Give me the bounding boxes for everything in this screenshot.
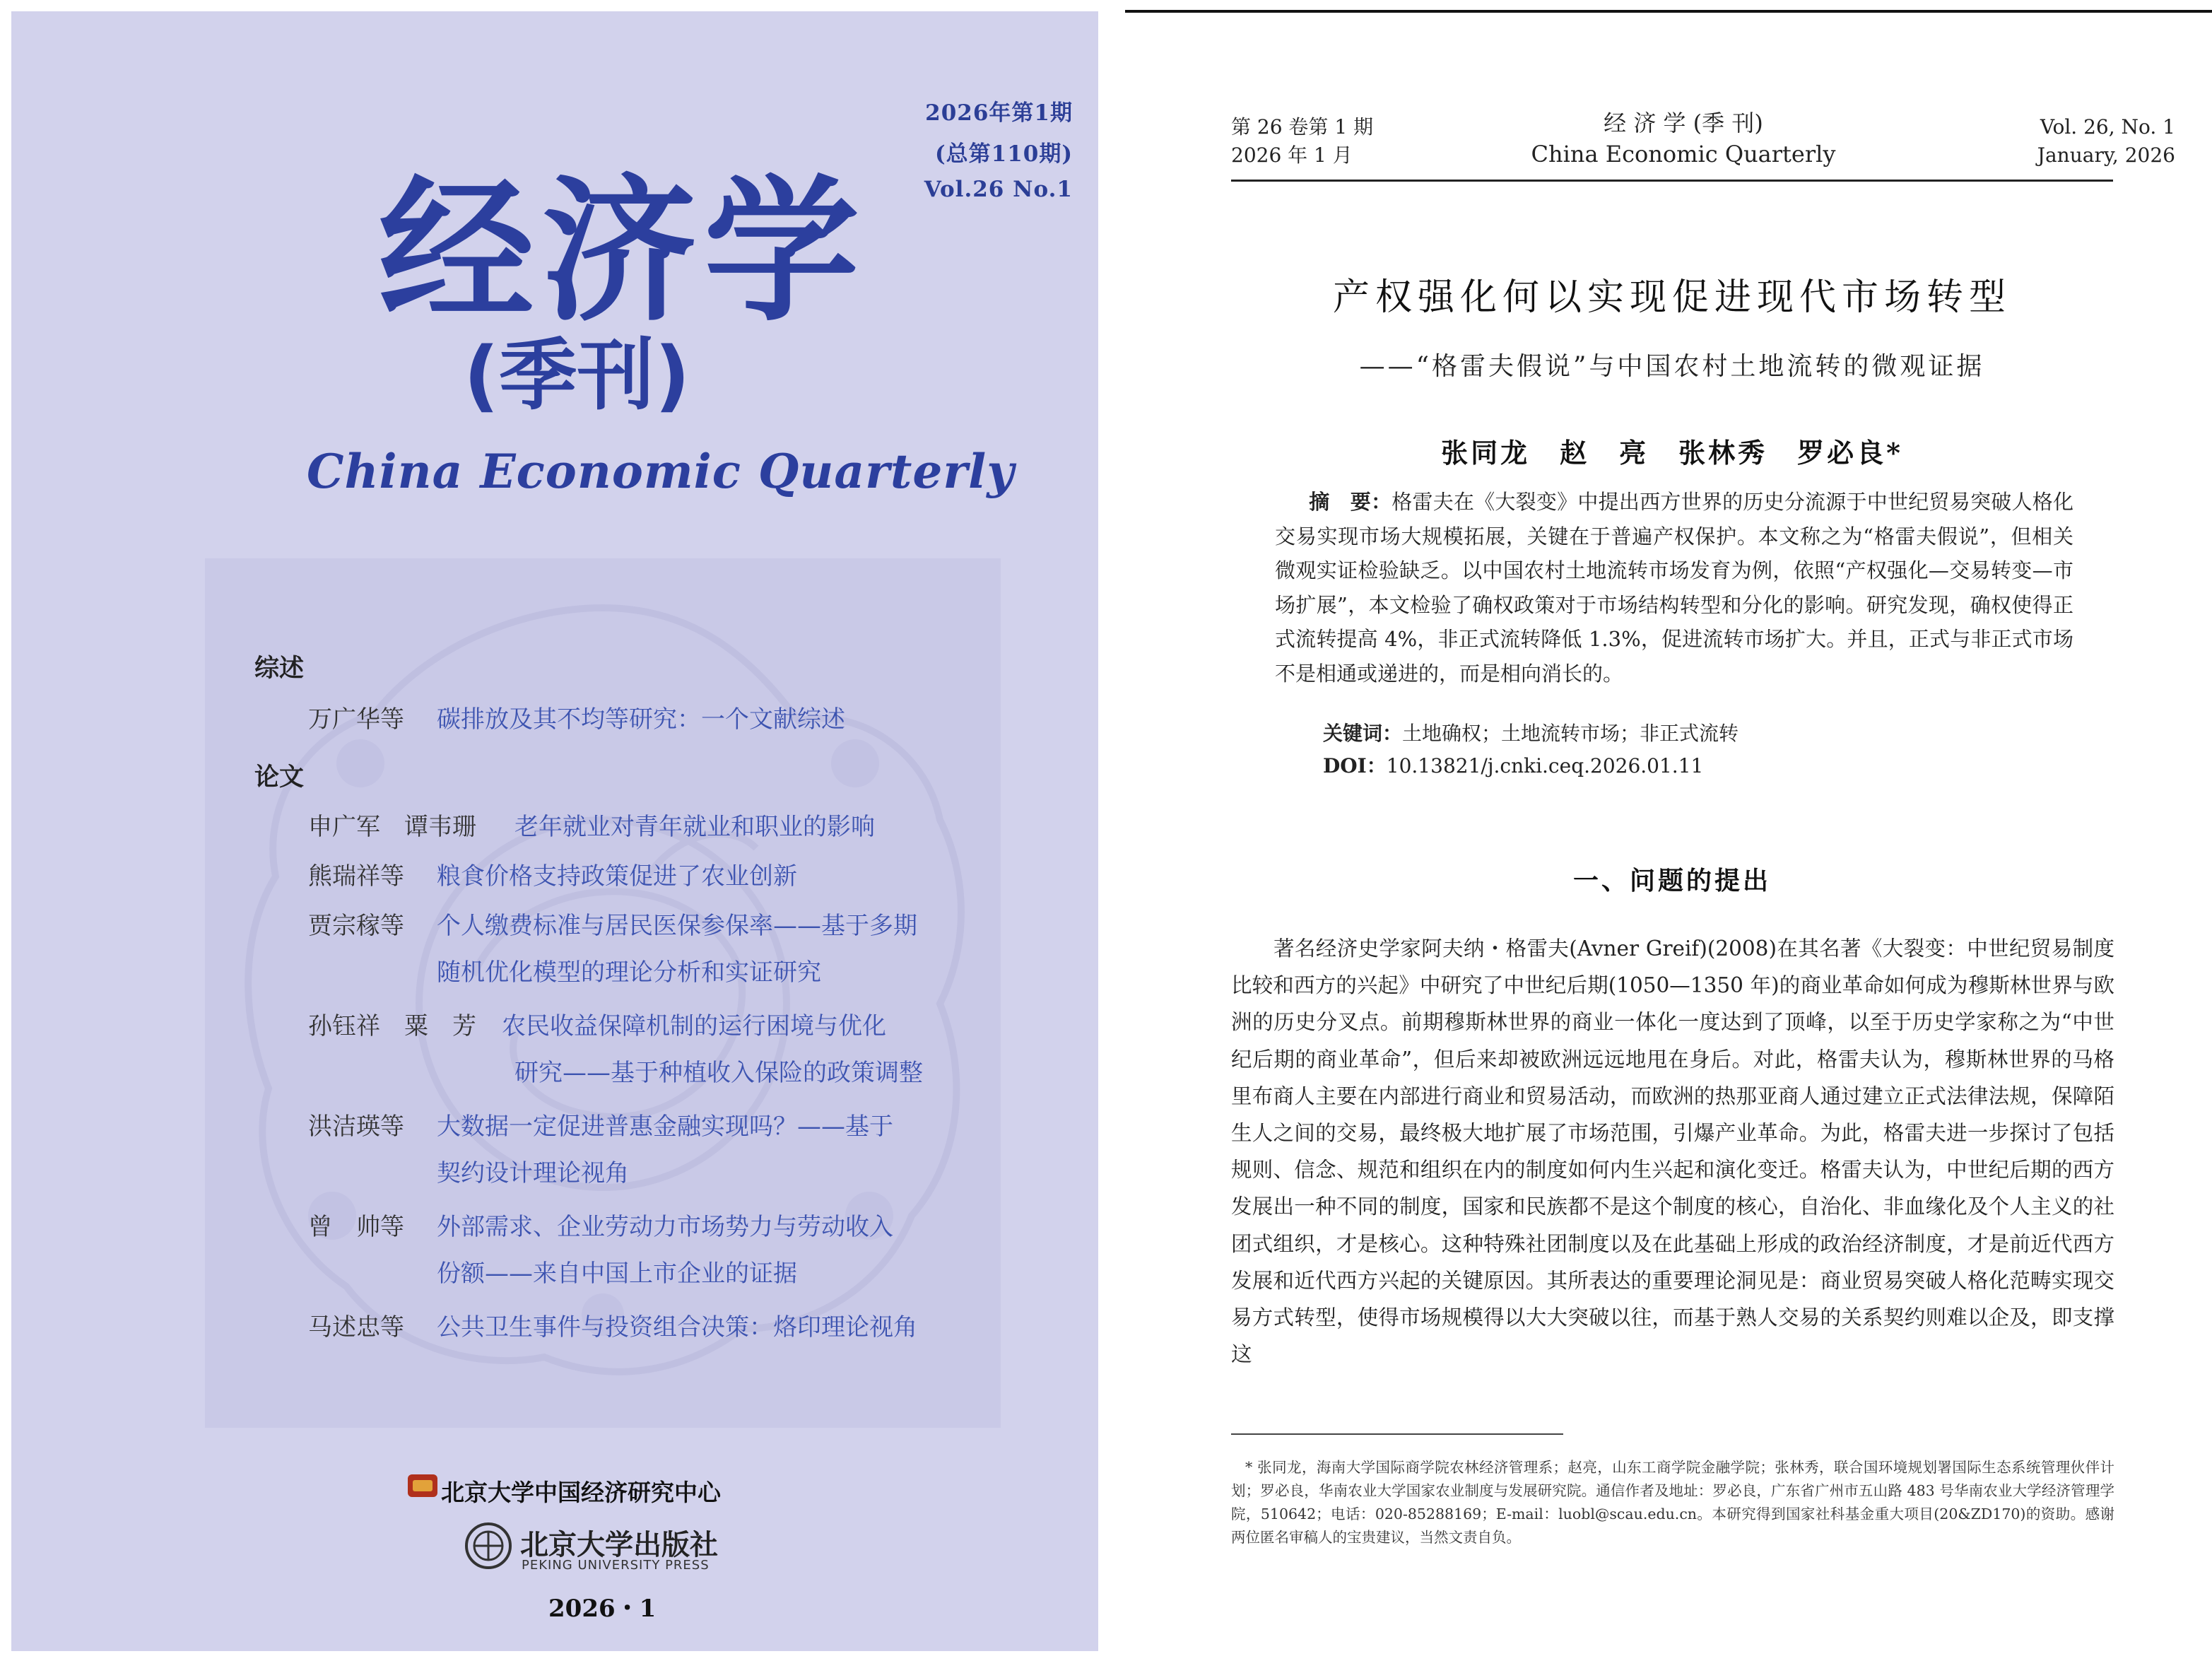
article-subtitle: ——“格雷夫假说”与中国农村土地流转的微观证据	[1359, 352, 1985, 381]
cover-issue-year: 2026年第1期	[925, 100, 1073, 126]
cover-title-english: China Economic Quarterly	[307, 444, 1015, 499]
article-doi	[1323, 751, 1703, 779]
keywords-label: 关键词：	[1323, 722, 1403, 745]
toc-title: 个人缴费标准与居民医保参保率——基于多期	[437, 912, 917, 940]
university-press-logo-icon	[464, 1521, 513, 1571]
toc-title: 老年就业对青年就业和职业的影响	[514, 813, 875, 841]
toc-section-papers: 论文	[254, 763, 305, 792]
header-journal-cn: 经 济 学 (季 刊)	[1604, 110, 1763, 136]
top-rule	[1125, 10, 2212, 13]
cover-publisher-center: 北京大学中国经济研究中心	[441, 1479, 721, 1506]
research-center-logo-icon	[407, 1472, 438, 1500]
cover-title: 经济学	[379, 161, 867, 342]
section-heading: 一、问题的提出	[1572, 866, 1771, 896]
article-keywords	[1323, 718, 1739, 746]
cover-publisher-press: 北京大学出版社	[520, 1528, 718, 1561]
header-date-cn: 2026 年 1 月	[1231, 143, 1353, 167]
body-paragraph: 著名经济史学家阿夫纳・格雷夫(Avner Greif)(2008)在其名著《大裂变：中世纪贸易制度比较和西方的兴起》中研究了中世纪后期(1050—1350 年)的商业革命如何成为穆斯林世界与欧洲的历史分叉点。前期穆斯林世界的商业一体化一度达到了顶峰，以至于历史学家称之为“中世纪后期的商业革命”，但后来却被欧洲远远地甩在身后。对此，格雷夫认为，穆斯林世界的马格里布商人主要在内部进行商业和贸易活动，而欧洲的热那亚商人通过建立正式法律法规，保障陌生人之间的交易，最终极大地扩展了市场范围，引爆产业革命。为此，格雷夫进一步探讨了包括规则、信念、规范和组织在内的制度如何内生兴起和演化变迁。格雷夫认为，中世纪后期的西方发展出一种不同的制度，国家和民族都不是这个制度的核心，自治化、非血缘化及个人主义的社团式组织，才是核心。这种特殊社团制度以及在此基础上形成的政治经济制度，才是前近代西方发展和近代西方兴起的关键原因。其所表达的重要理论洞见是：商业贸易突破人格化范畴实现交易方式转型，使得市场规模得以大大突破以往，而基于熟人交易的关系契约则难以企及，即支撑这	[1231, 937, 2114, 1367]
header-journal-en: China Economic Quarterly	[1531, 141, 1836, 168]
journal-cover	[11, 11, 1098, 1651]
article-first-page	[1125, 0, 2212, 1661]
toc-title-continued: 契约设计理论视角	[437, 1159, 629, 1187]
doi-text: 10.13821/j.cnki.ceq.2026.01.11	[1386, 754, 1704, 777]
author-footnote: * 张同龙，海南大学国际商学院农林经济管理系；赵亮，山东工商学院金融学院；张林秀，联合国环境规划署国际生态系统管理伙伴计划；罗必良，华南农业大学国家农业制度与发展研究院。通信作者及地址：罗必良，广东省广州市五山路 483 号华南农业大学经济管理学院，510642；电话：020-85288169；E-mail：luobl@scau.edu.cn。本研究得到国家社科基金重大项目(20&ZD170)的资助。感谢两位匿名审稿人的宝贵建议，当然文责自负。	[1231, 1459, 2114, 1546]
toc-title: 公共卫生事件与投资组合决策：烙印理论视角	[437, 1313, 917, 1342]
abstract-text: 格雷夫在《大裂变》中提出西方世界的历史分流源于中世纪贸易突破人格化交易实现市场大规模拓展，关键在于普遍产权保护。本文称之为“格雷夫假说”，但相关微观实证检验缺乏。以中国农村土地流转市场发育为例，依照“产权强化—交易转变—市场扩展”，本文检验了确权政策对于市场结构转型和分化的影响。研究发现，确权使得正式流转提高 4%，非正式流转降低 1.3%，促进流转市场扩大。并且，正式与非正式市场不是相通或递进的，而是相向消长的。	[1275, 490, 2073, 686]
running-header-left	[1231, 113, 1373, 170]
toc-author: 孙钰祥 粟 芳	[308, 1012, 476, 1040]
toc-title: 碳排放及其不均等研究：一个文献综述	[437, 705, 845, 734]
toc-author: 熊瑞祥等	[308, 862, 404, 891]
toc-title: 大数据一定促进普惠金融实现吗？——基于	[437, 1113, 893, 1141]
toc-author: 万广华等	[308, 705, 404, 734]
keywords-text: 土地确权；土地流转市场；非正式流转	[1402, 722, 1739, 745]
running-header-right	[2037, 113, 2175, 170]
toc-title: 农民收益保障机制的运行困境与优化	[502, 1012, 886, 1040]
header-date-en: January, 2026	[2037, 143, 2175, 167]
footnote-rule	[1231, 1433, 1563, 1435]
toc-author: 贾宗稼等	[308, 912, 404, 940]
table-of-contents	[205, 558, 1001, 1428]
article-title: 产权强化何以实现促进现代市场转型	[1332, 276, 2011, 319]
toc-author: 申广军 谭韦珊	[308, 813, 476, 841]
toc-title-continued: 份额——来自中国上市企业的证据	[437, 1260, 797, 1288]
toc-author: 曾 帅等	[308, 1213, 404, 1241]
cover-date: 2026・1	[548, 1595, 657, 1623]
header-volume-en: Vol. 26, No. 1	[2040, 115, 2175, 139]
cover-issue-volume: Vol.26 No.1	[924, 177, 1073, 202]
cover-subtitle: (季刊)	[464, 330, 690, 421]
toc-section-review: 综述	[254, 655, 305, 683]
cover-publisher-press-english: PEKING UNIVERSITY PRESS	[522, 1558, 710, 1573]
toc-title-continued: 随机优化模型的理论分析和实证研究	[437, 958, 821, 987]
doi-label: DOI：	[1323, 754, 1387, 777]
toc-title: 外部需求、企业劳动力市场势力与劳动收入	[437, 1213, 893, 1241]
toc-author: 马述忠等	[308, 1313, 404, 1342]
running-header-center	[1408, 107, 1959, 170]
abstract-label: 摘 要：	[1309, 490, 1392, 514]
header-volume-cn: 第 26 卷第 1 期	[1231, 115, 1374, 139]
article-abstract	[1275, 485, 2073, 691]
article-authors: 张同龙 赵 亮 张林秀 罗必良*	[1441, 437, 1903, 469]
toc-title: 粮食价格支持政策促进了农业创新	[437, 862, 797, 891]
toc-title-continued: 研究——基于种植收入保险的政策调整	[514, 1059, 923, 1087]
cover-issue-total: (总第110期)	[934, 141, 1073, 167]
header-rule	[1231, 180, 2113, 182]
toc-author: 洪洁瑛等	[308, 1113, 404, 1141]
